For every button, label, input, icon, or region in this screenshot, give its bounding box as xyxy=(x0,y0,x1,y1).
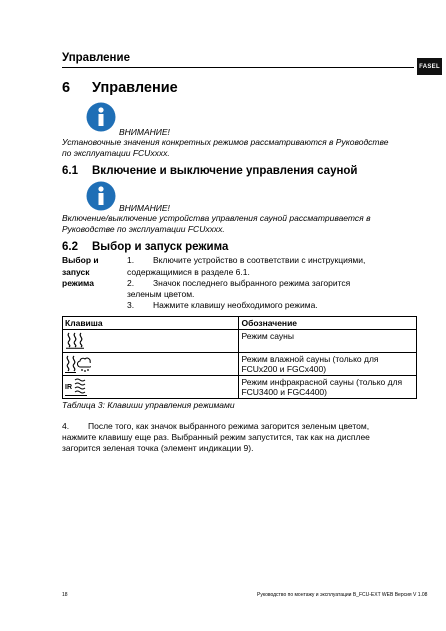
mode-description: Режим инфракрасной сауны (только для xyxy=(241,377,403,387)
description-cell xyxy=(239,353,417,376)
notice-text: по эксплуатации FCUxxxx. xyxy=(62,148,170,158)
step-text: Включите устройство в соответствии с инструкциями, xyxy=(153,255,366,265)
section-title: Управление xyxy=(92,80,178,96)
description-cell xyxy=(239,376,417,399)
table-header-row xyxy=(63,317,417,330)
section-number: 6 xyxy=(62,80,71,96)
side-label: запуск xyxy=(62,267,90,277)
info-icon xyxy=(86,181,116,211)
side-label: Выбор и xyxy=(62,255,99,265)
subsection-title: Включение и выключение управления сауной xyxy=(92,165,358,177)
page-number: 18 xyxy=(62,592,68,598)
description-cell xyxy=(239,330,417,353)
step-number: 1. xyxy=(127,255,135,265)
side-label: режима xyxy=(62,278,94,288)
step-text: загорится зеленая точка (элемент индикации 9). xyxy=(62,443,254,453)
subsection-title: Выбор и запуск режима xyxy=(92,241,229,253)
mode-description: FCUx200 и FGCx400) xyxy=(241,364,327,374)
info-icon xyxy=(86,102,116,132)
running-header-title: Управление xyxy=(62,52,130,64)
ir-icon-text: IR xyxy=(65,384,72,391)
subsection-number: 6.1 xyxy=(62,165,78,177)
sauna-heat-icon xyxy=(65,331,85,349)
step-text: зеленым цветом. xyxy=(127,289,195,299)
key-cell xyxy=(63,376,239,399)
step-text: содержащимися в разделе 6.1. xyxy=(127,267,250,277)
table-header: Клавиша xyxy=(63,317,239,330)
table-row xyxy=(63,353,417,376)
table-header: Обозначение xyxy=(239,317,417,330)
mode-description: FCU3400 и FGC4400) xyxy=(241,387,327,397)
mode-description: Режим влажной сауны (только для xyxy=(241,354,379,364)
table-row xyxy=(63,376,417,399)
step-number: 3. xyxy=(127,300,135,310)
step-number: 2. xyxy=(127,278,135,288)
step-text: Нажмите клавишу необходимого режима. xyxy=(153,300,318,310)
notice-label: ВНИМАНИЕ! xyxy=(119,203,170,213)
mode-keys-table xyxy=(62,316,417,399)
notice-text: Установочные значения конкретных режимов рассматриваются в Руководстве xyxy=(62,137,389,147)
table-row xyxy=(63,330,417,353)
step-text: Значок последнего выбранного режима загорится xyxy=(153,278,351,288)
table-caption: Таблица 3: Клавиши управления режимами xyxy=(62,400,235,410)
step-text: После того, как значок выбранного режима загорится зеленым цветом, xyxy=(88,421,370,431)
header-divider xyxy=(62,67,414,68)
footer-document-title: Руководство по монтажу и эксплуатации B_FCU-EXT WEB Версия V 1.08 xyxy=(257,592,428,598)
mode-description: Режим сауны xyxy=(241,331,294,341)
notice-text: Руководстве по эксплуатации FCUxxxx. xyxy=(62,224,225,234)
subsection-number: 6.2 xyxy=(62,241,78,253)
step-number: 4. xyxy=(62,421,70,431)
notice-text: Включение/выключение устройства управления сауной рассматривается в xyxy=(62,213,371,223)
key-cell xyxy=(63,353,239,376)
steam-sauna-icon xyxy=(65,354,91,374)
infrared-sauna-icon xyxy=(65,377,89,397)
notice-label: ВНИМАНИЕ! xyxy=(119,127,170,137)
key-cell xyxy=(63,330,239,353)
step-text: нажмите клавишу еще раз. Выбранный режим запустится, так как на дисплее xyxy=(62,432,370,442)
brand-logo: FASEL xyxy=(417,58,442,75)
